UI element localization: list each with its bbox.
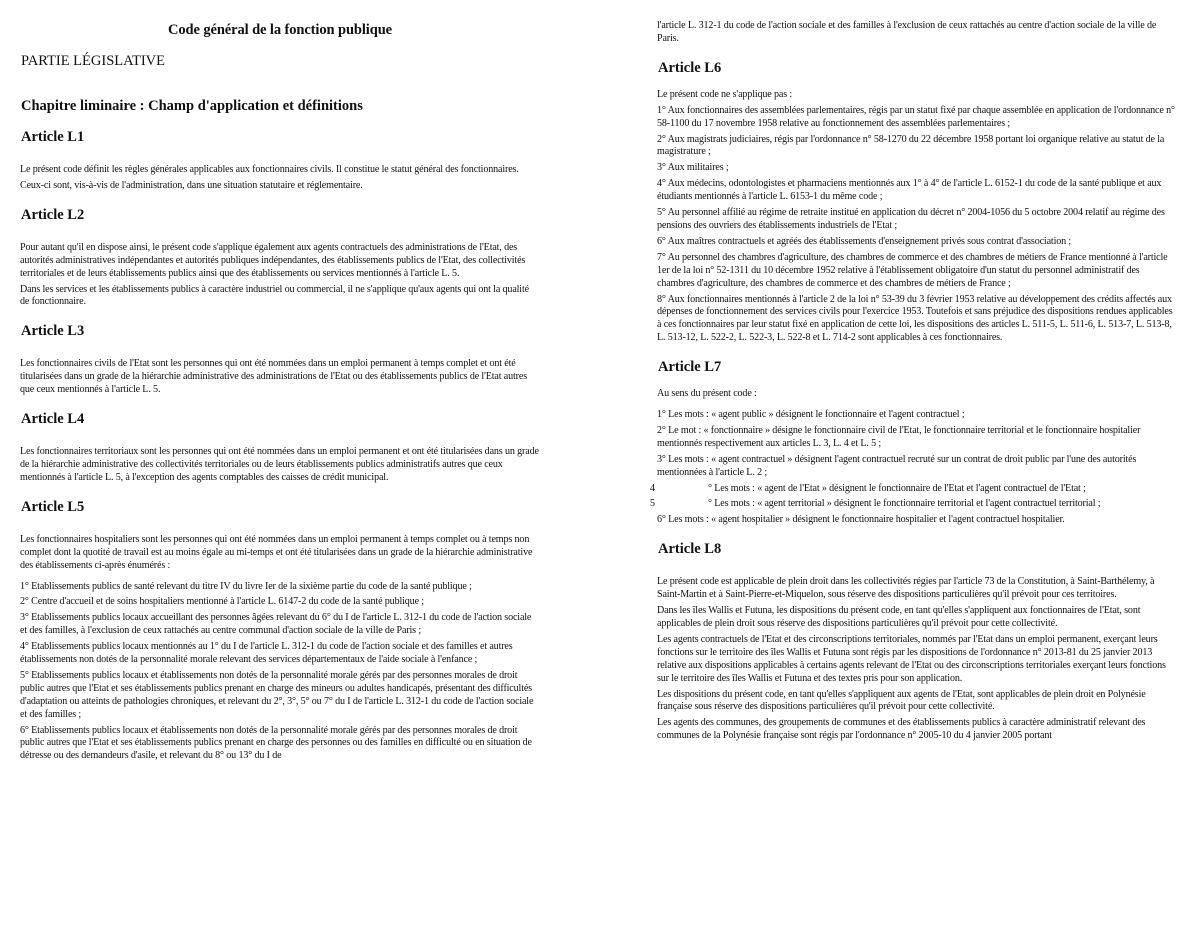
list-item: 1° Etablissements publics de santé relevant du titre IV du livre Ier de la sixième partie du code de la santé publique ; — [20, 580, 472, 592]
list-item-indented — [650, 498, 1179, 511]
paragraph: Les dispositions du présent code, en tant qu'elles s'appliquent aux agents de l'Etat, sont applicables de plein droit en Polynésie française sous réserve des dispositions particulières qu'il prévoit pour cette collectivité. — [657, 688, 1146, 713]
list-item: 1° Les mots : « agent public » désignent le fonctionnaire et l'agent contractuel ; — [657, 409, 965, 421]
continuation-text: l'article L. 312-1 du code de l'action sociale et des familles à l'exclusion de ceux rattachés au centre d'action sociale de la ville de Paris. — [657, 20, 1157, 44]
article-l8-title: Article L8 — [658, 541, 722, 558]
list-item: 2° Centre d'accueil et de soins hospitaliers mentionné à l'article L. 6147-2 du code de la santé publique ; — [20, 596, 424, 608]
article-l3-title: Article L3 — [21, 323, 85, 340]
list-item-number: 4 — [650, 482, 655, 494]
chapter-title: Chapitre liminaire : Champ d'application et définitions — [21, 98, 363, 114]
article-l3-body — [20, 358, 540, 397]
paragraph: Le présent code est applicable de plein droit dans les collectivités régies par l'article 73 de la Constitution, à Saint-Barthélemy, à Saint-Martin et à Saint-Pierre-et-Miquelon, sous réserve des dispositions particulières qu'il prévoit pour ces territoires. — [657, 576, 1155, 601]
paragraph: Ceux-ci sont, vis-à-vis de l'administration, dans une situation statutaire et réglementaire. — [20, 179, 363, 191]
list-item: 4° Aux médecins, odontologistes et pharmaciens mentionnés aux 1° à 4° de l'article L. 6152-1 du code de la santé publique et aux étudiants mentionnés à l'article L. 6153-1 du même code ; — [657, 178, 1162, 203]
paragraph: Pour autant qu'il en dispose ainsi, le présent code s'applique également aux agents contractuels des administrations de l'Etat, des autorités administratives indépendantes et autorités publiques indépendantes, des établissements publics de l'Etat, des collectivités territoriales et de leurs établissements publics ainsi que des établissements ou services mentionnés à l'article L. 5. — [20, 241, 526, 279]
paragraph: Dans les services et les établissements publics à caractère industriel ou commercial, il ne s'applique qu'aux agents qui ont la qualité de fonctionnaire. — [20, 283, 529, 308]
list-item: 3° Les mots : « agent contractuel » désignent l'agent contractuel recruté sur un contrat de droit public par l'une des autorités mentionnées à l'article L. 2 ; — [657, 453, 1137, 478]
article-l6-body — [657, 89, 1179, 345]
list-item: 4° Etablissements publics locaux mentionnés au 1° du I de l'article L. 312-1 du code de l'action sociale et des familles et autres établissements non dotés de la personnalité morale relevant des services départementaux de l'aide sociale à l'enfance ; — [20, 641, 513, 666]
article-l5-title: Article L5 — [21, 498, 85, 515]
right-column — [650, 0, 1179, 746]
article-l4-title: Article L4 — [21, 411, 85, 428]
list-item: 2° Aux magistrats judiciaires, régis par l'ordonnance n° 58-1270 du 22 décembre 1958 portant loi organique relative au statut de la magistrature ; — [657, 133, 1165, 158]
paragraph: Les fonctionnaires hospitaliers sont les personnes qui ont été nommées dans un emploi permanent à temps complet ou à temps non complet dont la quotité de travail est au moins égale au mi-temps et ont été titularisées dans un grade de la hiérarchie administrative des établissements ci-après énumérés : — [20, 533, 533, 571]
list-item: 8° Aux fonctionnaires mentionnés à l'article 2 de la loi n° 53-39 du 3 février 1953 relative au développement des crédits affectés aux dépenses de fonctionnement des services civils pour l'exercice 1953. Toutefois et sans préjudice des dispositions rendues applicables à ces fonctionnaires par leur statut fixé en application de cette loi, les dispositions des articles L. 511-5, L. 511-6, L. 513-7, L. 513-8, L. 513-12, L. 522-2, L. 522-3, L. 522-8 et L. 714-2 sont applicables à ces fonctionnaires. — [657, 293, 1173, 344]
paragraph: Les agents contractuels de l'Etat et des circonscriptions territoriales, nommés par l'Etat dans un emploi permanent, exerçant leurs fonctions sur le territoire des îles Wallis et Futuna sont régis par les dispositions de l'ordonnance n° 2013-81 du 25 janvier 2013 relative aux dispositions applicables à certains agents relevant de l'Etat ou des circonscriptions territoriales exerçant leurs fonctions sur le territoire des îles Wallis et Futuna et des textes pris pour son application. — [657, 633, 1166, 684]
paragraph: Dans les îles Wallis et Futuna, les dispositions du présent code, en tant qu'elles s'appliquent aux fonctionnaires de l'Etat, sont applicables de plein droit sous réserve des dispositions particulières qu'il prévoit pour cette collectivité. — [657, 605, 1141, 629]
article-l7-title: Article L7 — [658, 359, 722, 376]
paragraph: Le présent code ne s'applique pas : — [657, 88, 793, 100]
list-item-number: 5 — [650, 498, 655, 510]
list-item: 5° Etablissements publics locaux et établissements non dotés de la personnalité morale gérés par des personnes morales de droit public autres que l'Etat et ses établissements publics prenant en charge des mineurs ou adultes handicapés, présentant des difficultés d'adaptation ou atteints de pathologies chroniques, et relevant du 2°, 3°, 5° ou 7° du I de l'article L. 312-1 du code de l'action sociale et des familles ; — [20, 669, 534, 720]
article-l1-title: Article L1 — [21, 129, 85, 145]
list-item-indented — [650, 483, 1179, 496]
list-item: 6° Aux maîtres contractuels et agréés des établissements d'enseignement privés sous contrat d'association ; — [657, 235, 1072, 247]
paragraph: Le présent code définit les règles générales applicables aux fonctionnaires civils. Il constitue le statut général des fonctionnaires. — [20, 164, 519, 175]
article-l1-body — [20, 164, 540, 193]
article-l5-body — [20, 534, 540, 764]
article-l7-body — [650, 388, 1179, 527]
list-item: 1° Aux fonctionnaires des assemblées parlementaires, régis par un statut fixé par chaque assemblée en application de l'ordonnance n° 58-1100 du 17 novembre 1958 relative au fonctionnement des assemblées parlementaires ; — [657, 104, 1175, 129]
document-title: Code général de la fonction publique — [168, 22, 392, 38]
article-l8-body — [657, 576, 1179, 743]
list-item: 3° Etablissements publics locaux accueillant des personnes âgées relevant du 6° du I de l'article L. 312-1 du code de l'action sociale et des familles, à l'exclusion de ceux rattachés au centre communal d'action sociale de la ville de Paris ; — [20, 612, 532, 637]
article-l2-title: Article L2 — [21, 206, 85, 223]
list-item: 3° Aux militaires ; — [657, 162, 729, 174]
article-l4-body — [20, 446, 540, 485]
list-item-text: ° Les mots : « agent territorial » désignent le fonctionnaire territorial et l'agent contractuel territorial ; — [708, 498, 1101, 510]
list-item: 6° Les mots : « agent hospitalier » désignent le fonctionnaire hospitalier et l'agent contractuel hospitalier. — [657, 514, 1065, 526]
list-item-text: ° Les mots : « agent de l'Etat » désignent le fonctionnaire de l'Etat et l'agent contractuel de l'Etat ; — [708, 482, 1086, 494]
left-column — [20, 0, 540, 766]
paragraph: Au sens du présent code : — [657, 388, 757, 400]
list-item: 5° Au personnel affilié au régime de retraite institué en application du décret n° 2004-1056 du 5 octobre 2004 relatif au régime des pensions des ouvriers des établissements industriels de l'Etat ; — [657, 207, 1165, 231]
article-l6-title: Article L6 — [658, 59, 722, 76]
paragraph: Les fonctionnaires territoriaux sont les personnes qui ont été nommées dans un emploi permanent et ont été titularisées dans un grade de la hiérarchie administrative des collectivités territoriales ou de leurs établissements publics administratifs autres que ceux mentionnés à l'article L. 5, à l'exception des agents comptables des caisses de crédit municipal. — [20, 446, 539, 483]
article-l2-body — [20, 242, 540, 310]
list-item: 7° Au personnel des chambres d'agriculture, des chambres de commerce et des chambres de métiers de France mentionné à l'article 1er de la loi n° 52-1311 du 10 décembre 1952 relative à l'établissement obligatoire d'un statut du personnel administratif des chambres d'agriculture, des chambres de commerce et des chambres de métiers de France ; — [657, 251, 1168, 289]
part-title: PARTIE LÉGISLATIVE — [21, 53, 165, 69]
paragraph: Les agents des communes, des groupements de communes et des établissements publics à caractère administratif relevant des communes de la Polynésie française sont régis par l'ordonnance n° 2005-10 du 4 janvier 2005 portant — [657, 717, 1146, 742]
paragraph: Les fonctionnaires civils de l'Etat sont les personnes qui ont été nommées dans un emploi permanent à temps complet et ont été titularisées dans un grade de la hiérarchie administrative des administrations de l'Etat ou des établissements publics de l'Etat autres que ceux mentionnés à l'article L. 5. — [20, 358, 527, 396]
list-item: 6° Etablissements publics locaux et établissements non dotés de la personnalité morale gérés par des personnes morales de droit public autres que l'Etat et ses établissements publics prenant en charge des personnes ou des familles en difficulté ou en situation de détresse ou des demandeurs d'asile, et relevant du 8° ou 13° du I de — [20, 724, 532, 762]
list-item: 2° Le mot : « fonctionnaire » désigne le fonctionnaire civil de l'Etat, le fonctionnaire territorial et le fonctionnaire hospitalier mentionnés respectivement aux articles L. 3, L. 4 et L. 5 ; — [657, 424, 1141, 449]
